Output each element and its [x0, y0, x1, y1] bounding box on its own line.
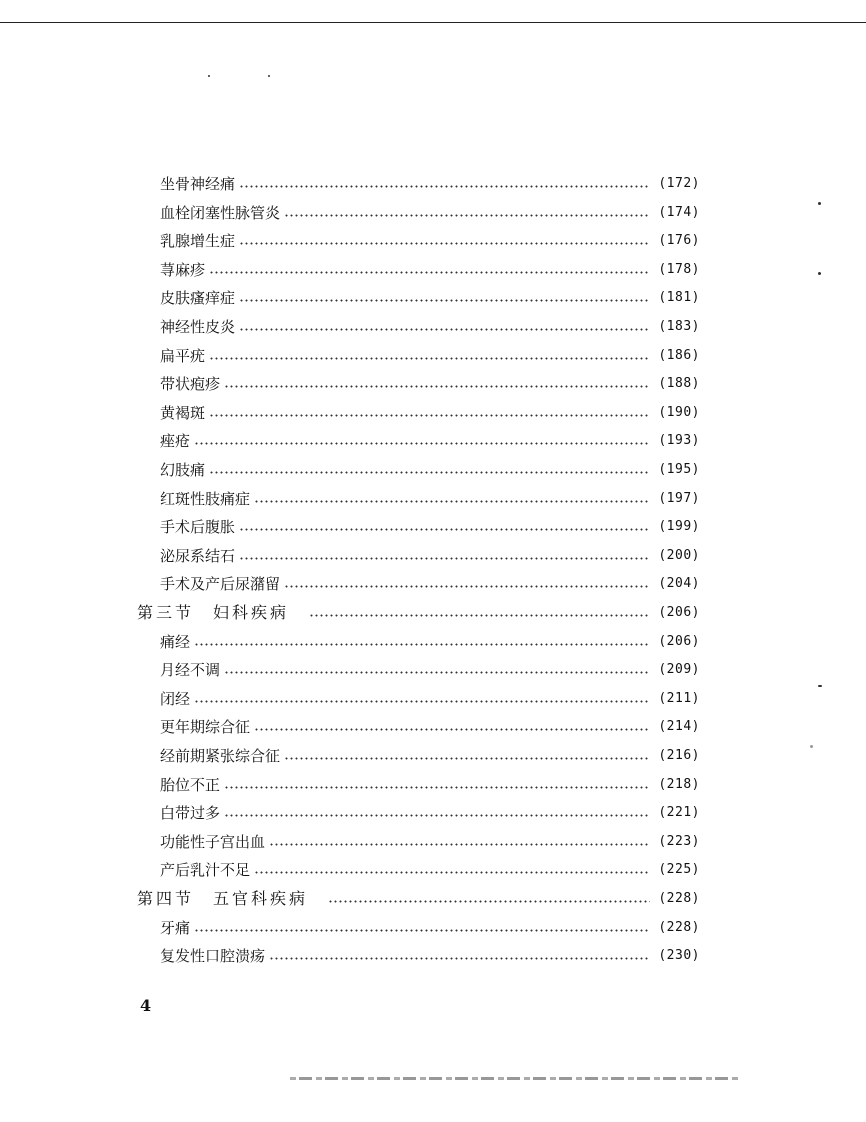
dot-leader — [269, 843, 650, 846]
toc-entry — [160, 572, 700, 596]
dot-leader — [254, 500, 650, 503]
toc-entry — [160, 773, 700, 797]
toc-entry-page: (172) — [658, 176, 700, 191]
scan-speck — [810, 745, 813, 748]
dot-leader — [284, 757, 650, 760]
dot-leader — [309, 614, 650, 617]
toc-entry — [160, 401, 700, 425]
toc-entry — [160, 544, 700, 568]
toc-entry — [160, 458, 700, 482]
dot-leader — [254, 871, 650, 874]
dot-leader — [284, 585, 650, 588]
toc-entry-title: 经前期紧张综合征 — [160, 747, 281, 765]
toc-entry-title: 皮肤瘙痒症 — [160, 289, 236, 308]
toc-entry-title: 牙痛 — [160, 918, 191, 937]
toc-entry-title: 产后乳汁不足 — [160, 861, 251, 880]
dot-leader — [224, 385, 650, 388]
toc-entry — [160, 315, 700, 339]
toc-entry-page: (186) — [658, 347, 700, 363]
toc-entry-page: (200) — [658, 547, 700, 563]
toc-entry-title: 月经不调 — [160, 661, 221, 680]
toc-entry — [160, 916, 700, 940]
dot-leader — [194, 442, 650, 445]
toc-entry — [160, 687, 700, 711]
dot-leader — [224, 671, 650, 674]
toc-entry — [160, 830, 700, 854]
toc-entry-page: (195) — [658, 462, 700, 477]
dot-leader — [254, 728, 650, 731]
toc-section-heading — [137, 887, 700, 911]
toc-entry — [160, 715, 700, 739]
toc-entry-page: (193) — [658, 433, 700, 449]
toc-entry — [160, 744, 700, 768]
scan-speck — [818, 202, 821, 205]
dot-leader — [284, 214, 650, 217]
toc-entry-title: 神经性皮炎 — [160, 318, 236, 336]
scan-speck — [268, 75, 270, 77]
toc-entry-title: 红斑性肢痛症 — [160, 489, 251, 508]
toc-entry-title: 第四节 五官科疾病 — [137, 889, 309, 908]
toc-entry-page: (176) — [658, 233, 700, 249]
dot-leader — [239, 528, 650, 531]
toc-entry — [160, 258, 700, 282]
scan-speck — [818, 685, 822, 687]
dot-leader — [224, 786, 650, 789]
toc-entry-page: (230) — [658, 948, 700, 964]
dot-leader — [224, 814, 650, 817]
toc-entry — [160, 286, 700, 310]
toc-entry-page: (199) — [658, 519, 700, 535]
toc-entry-page: (206) — [658, 605, 700, 620]
toc-entry — [160, 487, 700, 511]
dot-leader — [209, 357, 650, 360]
toc-entry-page: (228) — [658, 891, 700, 906]
dot-leader — [239, 328, 650, 331]
dot-leader — [209, 471, 650, 474]
toc-entry — [160, 344, 700, 368]
toc-entry-title: 泌尿系结石 — [160, 546, 236, 565]
dot-leader — [239, 557, 650, 560]
toc-entry-title: 复发性口腔溃疡 — [160, 947, 266, 966]
dot-leader — [209, 414, 650, 417]
toc-entry — [160, 801, 700, 825]
toc-entry-title: 白带过多 — [160, 804, 221, 823]
toc-entry — [160, 229, 700, 253]
toc-entry-page: (214) — [658, 719, 700, 735]
toc-entry-title: 手术及产后尿潴留 — [160, 575, 281, 594]
toc-entry-title: 痤疮 — [160, 432, 191, 451]
toc-entry-page: (206) — [658, 633, 700, 649]
toc-entry-page: (225) — [658, 862, 700, 878]
dot-leader — [328, 900, 650, 903]
toc-entry — [160, 658, 700, 682]
toc-entry-page: (183) — [658, 319, 700, 334]
toc-entry-page: (178) — [658, 261, 700, 277]
toc-entry — [160, 201, 700, 225]
toc-entry-title: 坐骨神经痛 — [160, 175, 236, 193]
toc-entry-page: (190) — [658, 404, 700, 420]
toc-entry-page: (181) — [658, 290, 700, 306]
scan-speck — [208, 75, 210, 77]
toc-entry-title: 幻肢痛 — [160, 461, 206, 479]
toc-entry-page: (228) — [658, 919, 700, 935]
dot-leader — [194, 929, 650, 932]
toc-entry — [160, 944, 700, 968]
toc-entry-title: 黄褐斑 — [160, 403, 206, 422]
dot-leader — [239, 185, 650, 188]
page-number: 4 — [140, 996, 152, 1015]
toc-entry-page: (188) — [658, 376, 700, 392]
toc-entry-title: 闭经 — [160, 689, 191, 708]
dot-leader — [194, 643, 650, 646]
toc-entry-page: (197) — [658, 490, 700, 506]
toc-entry — [160, 515, 700, 539]
toc-entry-page: (174) — [658, 204, 700, 220]
toc-entry — [160, 172, 700, 196]
toc-entry-title: 乳腺增生症 — [160, 232, 236, 251]
toc-entry — [160, 372, 700, 396]
toc-entry-title: 功能性子宫出血 — [160, 832, 266, 851]
toc-entry-title: 荨麻疹 — [160, 260, 206, 279]
toc-entry-title: 血栓闭塞性脉管炎 — [160, 203, 281, 222]
toc-entry-title: 更年期综合征 — [160, 718, 251, 737]
scan-noise-line — [290, 1077, 740, 1080]
toc-entry-page: (218) — [658, 776, 700, 792]
toc-entry-title: 痛经 — [160, 632, 191, 651]
toc-entry-title: 扁平疣 — [160, 346, 206, 365]
dot-leader — [239, 299, 650, 302]
toc-entry-page: (211) — [658, 690, 700, 706]
dot-leader — [269, 957, 650, 960]
scan-speck — [818, 272, 821, 275]
dot-leader — [194, 700, 650, 703]
toc-entry-page: (223) — [658, 833, 700, 849]
toc-entry — [160, 429, 700, 453]
toc-entry-page: (216) — [658, 748, 700, 763]
toc-entry-title: 手术后腹胀 — [160, 518, 236, 537]
toc-entry-title: 带状疱疹 — [160, 375, 221, 394]
toc-entry — [160, 858, 700, 882]
toc-entry-page: (209) — [658, 662, 700, 678]
toc-section-heading — [137, 601, 700, 625]
toc-entry — [160, 630, 700, 654]
toc-entry-title: 第三节 妇科疾病 — [137, 603, 290, 622]
toc-entry-title: 胎位不正 — [160, 775, 221, 794]
dot-leader — [209, 271, 650, 274]
toc-entry-page: (204) — [658, 576, 700, 592]
toc-entry-page: (221) — [658, 805, 700, 821]
dot-leader — [239, 242, 650, 245]
